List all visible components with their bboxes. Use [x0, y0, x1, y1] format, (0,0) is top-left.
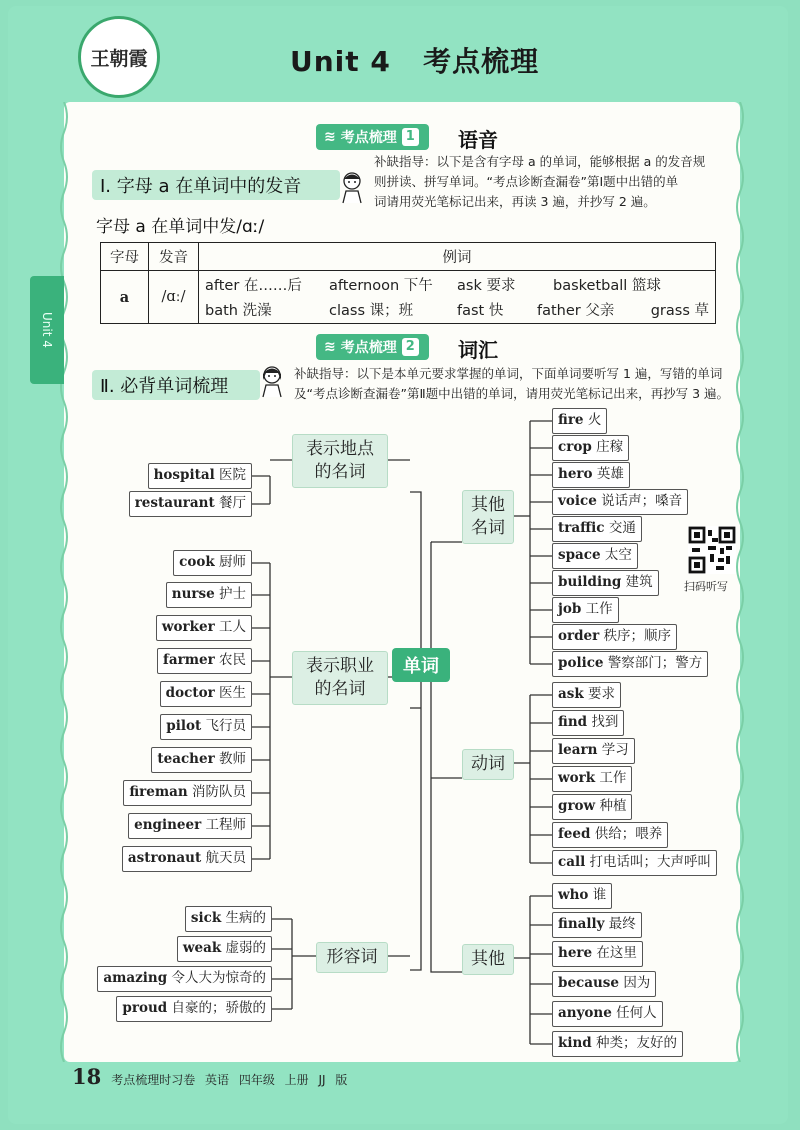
tip-line: 补缺指导：以下是含有字母 a 的单词，能够根据 a 的发音规 — [374, 154, 706, 169]
section1-tip — [374, 152, 705, 212]
vocab-word-anyone — [552, 1001, 663, 1027]
word-english: because — [558, 975, 620, 991]
vocab-word-doctor — [160, 681, 252, 707]
word-english: anyone — [558, 1005, 612, 1021]
td-letter: a — [101, 271, 149, 324]
example-word: father 父亲 — [537, 303, 615, 319]
vocab-word-job — [552, 597, 619, 623]
vocab-word-worker — [156, 615, 252, 641]
vocab-word-finally — [552, 912, 642, 938]
category-verbs — [462, 749, 514, 780]
example-word: fast 快 — [457, 303, 504, 319]
vocab-word-building — [552, 570, 659, 596]
category-label: 其他 — [471, 948, 505, 969]
section1-badge-number: 1 — [402, 128, 419, 146]
vocab-word-crop — [552, 435, 629, 461]
section1-title: 语音 — [458, 128, 498, 152]
vocab-word-who — [552, 883, 612, 909]
word-chinese: 在这里 — [596, 945, 637, 961]
student-icon — [258, 364, 286, 398]
vocab-word-teacher — [151, 747, 252, 773]
word-english: finally — [558, 916, 605, 932]
word-english: police — [558, 655, 604, 671]
vocab-word-find — [552, 710, 624, 736]
word-chinese: 虚弱的 — [225, 940, 266, 956]
word-chinese: 火 — [587, 412, 602, 428]
word-english: find — [558, 714, 588, 730]
word-english: amazing — [103, 970, 168, 986]
example-word: afternoon 下午 — [329, 278, 433, 294]
word-english: proud — [122, 1000, 168, 1016]
vocab-word-weak — [177, 936, 272, 962]
word-chinese: 餐厅 — [219, 495, 246, 511]
table-heading: 字母 a 在单词中发/ɑː/ — [96, 217, 265, 237]
word-chinese: 消防队员 — [192, 784, 246, 800]
page-footer — [72, 1064, 347, 1089]
footer-text: 考点梳理时习卷 英语 四年级 上册 JJ 版 — [111, 1073, 348, 1087]
phonics-table — [100, 242, 716, 324]
word-chinese: 生病的 — [225, 910, 266, 926]
category-places — [292, 434, 388, 488]
category-label: 动词 — [471, 753, 505, 774]
example-word: class 课；班 — [329, 303, 414, 319]
word-chinese: 找到 — [591, 714, 619, 730]
word-english: cook — [179, 554, 215, 570]
word-english: doctor — [165, 685, 215, 701]
example-word: ask 要求 — [457, 278, 516, 294]
vocab-word-pilot — [160, 714, 252, 740]
word-chinese: 工人 — [219, 619, 246, 635]
example-word: after 在……后 — [205, 278, 302, 294]
word-english: nurse — [171, 586, 215, 602]
word-english: crop — [558, 439, 592, 455]
page-title: Unit 4 考点梳理 — [290, 45, 540, 78]
wave-icon: ≋ — [324, 129, 336, 145]
word-chinese: 航天员 — [205, 850, 246, 866]
section2-badge-label: 考点梳理 — [340, 340, 397, 356]
category-label: 的名词 — [314, 679, 366, 699]
brand-logo — [78, 16, 160, 98]
word-english: voice — [558, 493, 597, 509]
category-label: 名词 — [471, 518, 505, 538]
section2-tip — [294, 364, 729, 404]
vocab-word-proud — [116, 996, 272, 1022]
wave-icon: ≋ — [324, 339, 336, 355]
tip-line: 及“考点诊断查漏卷”第Ⅱ题中出错的单词，请用荧光笔标记出来，再抄写 3 遍。 — [294, 386, 730, 401]
word-english: traffic — [558, 520, 605, 536]
section2-title: 词汇 — [458, 338, 498, 362]
word-english: worker — [161, 619, 215, 635]
word-chinese: 工程师 — [205, 817, 246, 833]
word-chinese: 医院 — [219, 467, 246, 483]
word-english: pilot — [166, 718, 202, 734]
word-chinese: 打电话叫；大声呼叫 — [589, 854, 712, 870]
logo-text: 王朝霞 — [90, 47, 148, 70]
word-english: feed — [558, 826, 591, 842]
vocab-word-feed — [552, 822, 668, 848]
word-chinese: 太空 — [604, 547, 632, 563]
vocab-word-cook — [173, 550, 252, 576]
td-examples — [199, 271, 716, 324]
word-english: building — [558, 574, 622, 590]
vocab-word-restaurant — [129, 491, 252, 517]
vocab-word-learn — [552, 738, 635, 764]
word-chinese: 厨师 — [219, 554, 246, 570]
word-chinese: 学习 — [601, 742, 629, 758]
side-tab-unit: Unit 4 — [30, 276, 64, 384]
word-chinese: 种类；友好的 — [596, 1035, 678, 1051]
category-label: 的名词 — [314, 462, 366, 482]
word-chinese: 交通 — [608, 520, 636, 536]
word-chinese: 秩序；顺序 — [603, 628, 672, 644]
word-chinese: 建筑 — [625, 574, 653, 590]
category-others — [462, 944, 514, 975]
vocab-word-astronaut — [122, 846, 252, 872]
word-english: fire — [558, 412, 584, 428]
vocab-word-kind — [552, 1031, 683, 1057]
tip-line: 则拼读、拼写单词。“考点诊断查漏卷”第Ⅰ题中出错的单 — [374, 174, 679, 189]
wave-border-left — [58, 102, 70, 1062]
word-english: who — [558, 887, 589, 903]
th-letter: 字母 — [101, 243, 149, 271]
category-label: 表示职业 — [306, 656, 374, 676]
category-jobs — [292, 651, 388, 705]
vocab-word-grow — [552, 794, 632, 820]
section1-badge-label: 考点梳理 — [340, 130, 397, 146]
example-word: bath 洗澡 — [205, 303, 272, 319]
th-sound: 发音 — [149, 243, 199, 271]
vocab-word-here — [552, 941, 643, 967]
word-chinese: 说话声；嗓音 — [601, 493, 683, 509]
word-english: learn — [558, 742, 598, 758]
section1-badge — [316, 124, 429, 150]
word-chinese: 警察部门；警方 — [607, 655, 703, 671]
word-chinese: 飞行员 — [205, 718, 246, 734]
vocab-word-voice — [552, 489, 688, 515]
word-chinese: 谁 — [592, 887, 607, 903]
word-chinese: 工作 — [585, 601, 613, 617]
qr-code-icon[interactable] — [688, 526, 736, 574]
vocab-word-hospital — [148, 463, 252, 489]
vocab-word-hero — [552, 462, 630, 488]
category-label: 表示地点 — [306, 439, 374, 459]
td-sound: /ɑː/ — [149, 271, 199, 324]
word-english: teacher — [157, 751, 215, 767]
th-examples: 例词 — [199, 243, 716, 271]
category-label: 形容词 — [326, 946, 378, 967]
vocab-word-nurse — [166, 582, 252, 608]
category-other-nouns — [462, 490, 514, 544]
vocab-word-ask — [552, 682, 621, 708]
word-english: work — [558, 770, 596, 786]
word-english: sick — [190, 910, 222, 926]
word-chinese: 农民 — [219, 652, 246, 668]
example-word: basketball 篮球 — [553, 278, 661, 294]
mindmap-center: 单词 — [392, 648, 450, 682]
word-chinese: 因为 — [623, 975, 651, 991]
word-chinese: 教师 — [219, 751, 246, 767]
vocab-word-fire — [552, 408, 607, 434]
word-english: fireman — [129, 784, 188, 800]
tip-line: 补缺指导：以下是本单元要求掌握的单词，下面单词要听写 1 遍，写错的单词 — [294, 366, 723, 381]
vocab-word-sick — [185, 906, 272, 932]
vocab-word-work — [552, 766, 632, 792]
qr-label: 扫码听写 — [684, 580, 728, 593]
word-english: space — [558, 547, 601, 563]
vocab-word-order — [552, 624, 677, 650]
word-english: restaurant — [134, 495, 215, 511]
word-chinese: 医生 — [219, 685, 246, 701]
word-english: order — [558, 628, 600, 644]
example-word: grass 草 — [650, 303, 709, 319]
word-chinese: 种植 — [599, 798, 627, 814]
page-number: 18 — [72, 1064, 102, 1089]
subsection2-banner: Ⅱ. 必背单词梳理 — [92, 370, 260, 400]
word-english: astronaut — [127, 850, 202, 866]
vocab-word-because — [552, 971, 656, 997]
word-chinese: 令人大为惊奇的 — [171, 970, 266, 986]
category-adjectives — [316, 942, 388, 973]
word-english: hospital — [153, 467, 215, 483]
word-english: job — [558, 601, 582, 617]
vocab-word-fireman — [123, 780, 252, 806]
vocab-word-space — [552, 543, 638, 569]
section2-badge-number: 2 — [402, 338, 419, 356]
word-chinese: 英雄 — [596, 466, 624, 482]
word-english: weak — [182, 940, 222, 956]
word-english: hero — [558, 466, 593, 482]
word-english: engineer — [134, 817, 202, 833]
vocab-word-engineer — [128, 813, 252, 839]
word-english: call — [558, 854, 586, 870]
vocab-word-traffic — [552, 516, 642, 542]
subsection1-banner: Ⅰ. 字母 a 在单词中的发音 — [92, 170, 340, 200]
word-english: grow — [558, 798, 596, 814]
student-icon — [338, 170, 366, 204]
word-chinese: 最终 — [608, 916, 636, 932]
wave-border-right — [734, 102, 746, 1062]
word-english: farmer — [163, 652, 215, 668]
vocab-word-police — [552, 651, 708, 677]
word-chinese: 工作 — [599, 770, 627, 786]
vocab-word-farmer — [157, 648, 252, 674]
word-chinese: 庄稼 — [596, 439, 624, 455]
word-english: ask — [558, 686, 584, 702]
vocab-word-call — [552, 850, 717, 876]
word-english: kind — [558, 1035, 592, 1051]
word-chinese: 护士 — [219, 586, 246, 602]
category-label: 其他 — [471, 495, 505, 515]
tip-line: 词请用荧光笔标记出来，再读 3 遍，并抄写 2 遍。 — [374, 194, 656, 209]
word-english: here — [558, 945, 593, 961]
word-chinese: 任何人 — [616, 1005, 657, 1021]
section2-badge — [316, 334, 429, 360]
word-chinese: 要求 — [588, 686, 615, 702]
word-chinese: 供给；喂养 — [594, 826, 663, 842]
vocab-word-amazing — [97, 966, 272, 992]
word-chinese: 自豪的；骄傲的 — [171, 1000, 266, 1016]
